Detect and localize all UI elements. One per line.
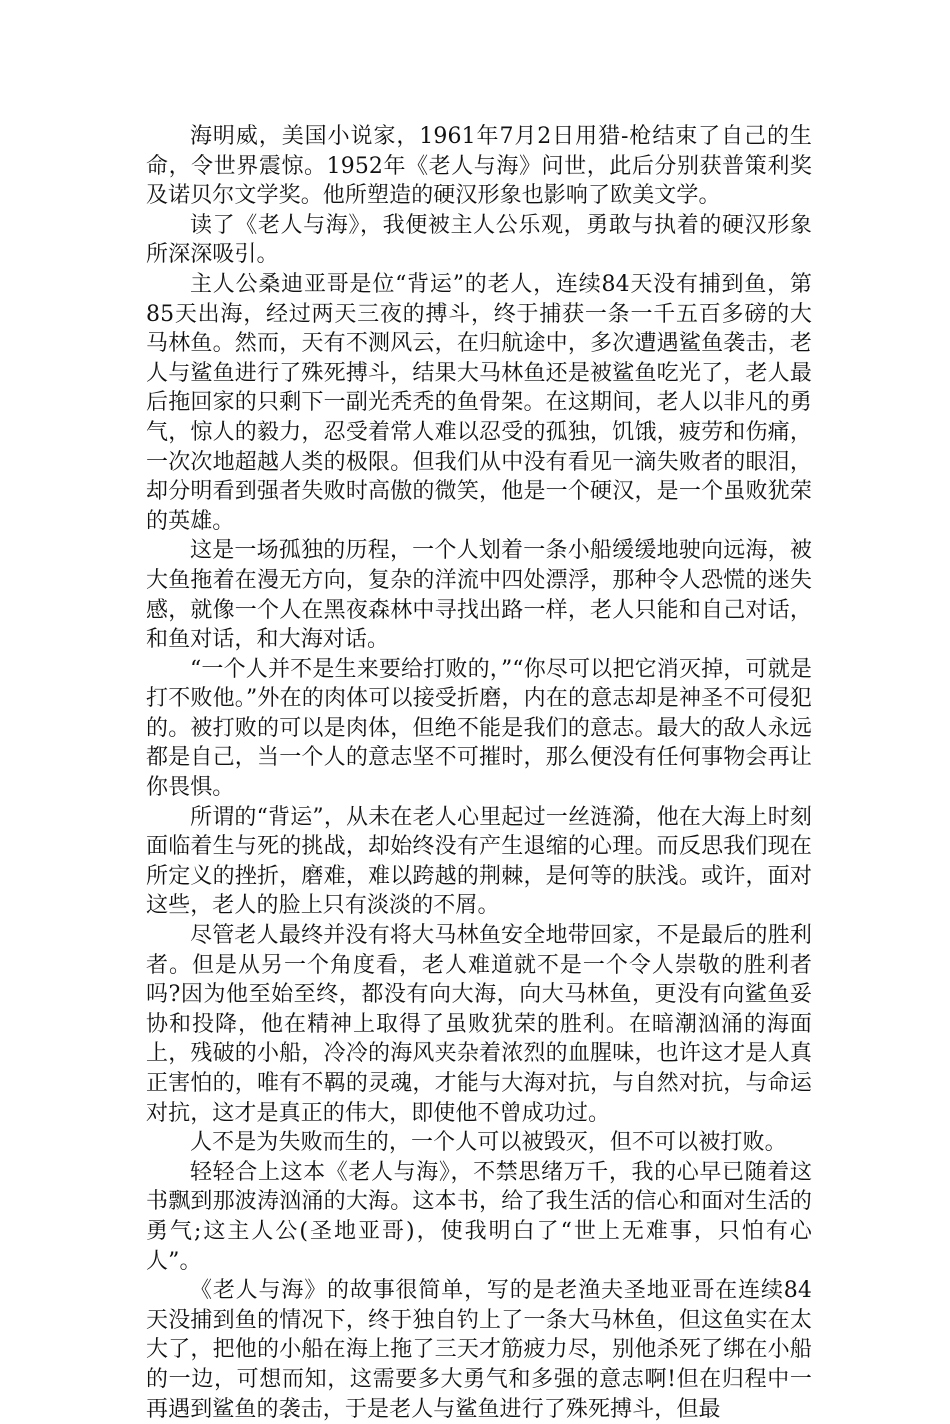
paragraph: 人不是为失败而生的，一个人可以被毁灭，但不可以被打败。 [190,1130,787,1156]
paragraph: 主人公桑迪亚哥是位“背运”的老人，连续84天没有捕到鱼，第85天出海，经过两天三夜的搏斗，终于捕获一条一千五百多磅的大马林鱼。然而，天有不测风云，在归航途中，多次遭遇鲨鱼袭击，老人与鲨鱼进行了殊死搏斗，结果大马林鱼还是被鲨鱼吃光了，老人最后拖回家的只剩下一副光秃秃的鱼骨架。在这期间，老人以非凡的勇气，惊人的毅力，忍受着常人难以忍受的孤独，饥饿，疲劳和伤痛，一次次地超越人类的极限。但我们从中没有看见一滴失败者的眼泪，却分明看到强者失败时高傲的微笑，他是一个硬汉，是一个虽败犹荣的英雄。 [146,271,812,534]
paragraph: 这是一场孤独的历程，一个人划着一条小船缓缓地驶向远海，被大鱼拖着在漫无方向，复杂的洋流中四处漂浮，那种令人恐慌的迷失感，就像一个人在黑夜森林中寻找出路一样，老人只能和自己对话，和鱼对话，和大海对话。 [146,538,812,653]
paragraph: “一个人并不是生来要给打败的，”“你尽可以把它消灭掉，可就是打不败他。”外在的肉体可以接受折磨，内在的意志却是神圣不可侵犯的。被打败的可以是肉体，但绝不能是我们的意志。最大的敌人永远都是自己，当一个人的意志坚不可摧时，那么便没有任何事物会再让你畏惧。 [146,656,812,801]
paragraph: 尽管老人最终并没有将大马林鱼安全地带回家，不是最后的胜利者。但是从另一个角度看，老人难道就不是一个令人崇敬的胜利者吗?因为他至始至终，都没有向大海，向大马林鱼，更没有向鲨鱼妥协和投降，他在精神上取得了虽败犹荣的胜利。在暗潮汹涌的海面上，残破的小船，冷冷的海风夹杂着浓烈的血腥味，也许这才是人真正害怕的，唯有不羁的灵魂，才能与大海对抗，与自然对抗，与命运对抗，这才是真正的伟大，即使他不曾成功过。 [146,923,812,1126]
paragraph: 海明威，美国小说家，1961年7月2日用猎-枪结束了自己的生命，令世界震惊。1952年《老人与海》问世，此后分别获普策利奖及诺贝尔文学奖。他所塑造的硬汉形象也影响了欧美文学。 [146,124,812,209]
paragraph: 《老人与海》的故事很简单，写的是老渔夫圣地亚哥在连续84天没捕到鱼的情况下，终于独自钓上了一条大马林鱼，但这鱼实在太大了，把他的小船在海上拖了三天才筋疲力尽，别他杀死了绑在小船的一边，可想而知，这需要多大勇气和多强的意志啊!但在归程中一再遇到鲨鱼的袭击，于是老人与鲨鱼进行了殊死搏斗，但最 [146,1278,812,1422]
article-body [146,122,812,1424]
paragraph: 读了《老人与海》，我便被主人公乐观，勇敢与执着的硬汉形象所深深吸引。 [146,212,812,268]
paragraph: 轻轻合上这本《老人与海》，不禁思绪万千，我的心早已随着这书飘到那波涛汹涌的大海。这本书，给了我生活的信心和面对生活的勇气;这主人公(圣地亚哥)，使我明白了“世上无难事，只怕有心人”。 [146,1159,812,1274]
paragraph: 所谓的“背运”，从未在老人心里起过一丝涟漪，他在大海上时刻面临着生与死的挑战，却始终没有产生退缩的心理。而反思我们现在所定义的挫折，磨难，难以跨越的荆棘，是何等的肤浅。或许，面对这些，老人的脸上只有淡淡的不屑。 [146,804,812,919]
